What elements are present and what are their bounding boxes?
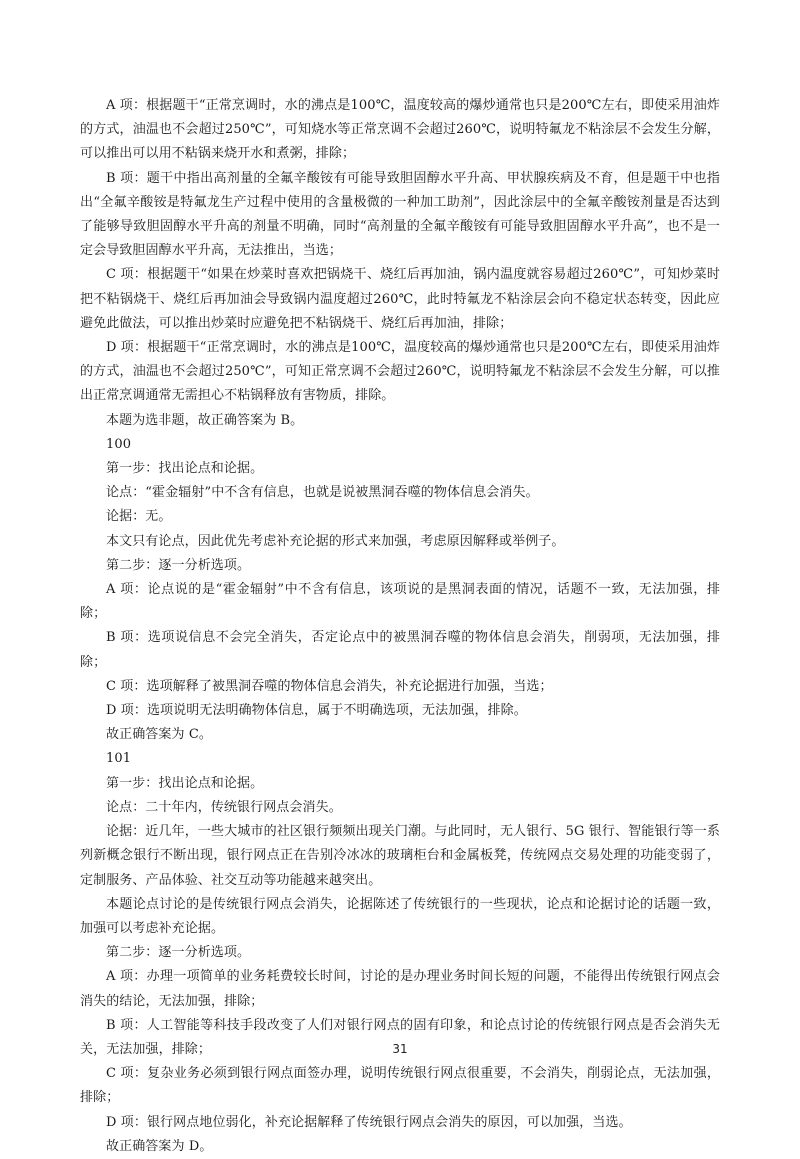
analysis-q101: 本题论点讨论的是传统银行网点会消失，论据陈述了传统银行的一些现状，论点和论据讨论的话题一致，加强可以考虑补充论据。 bbox=[80, 896, 720, 936]
evidence-q101: 论据：近几年，一些大城市的社区银行频频出现关门潮。与此同时，无人银行、5G 银行、智能银行等一系列新概念银行不断出现，银行网点正在告别冷冰冰的玻璃柜台和金属板凳，传统网点交易处理的功能变弱了，定制服务、产品体验、社交互动等功能越来越突出。 bbox=[80, 824, 720, 888]
paragraph-option-c-q99: C 项：根据题干“如果在炒菜时喜欢把锅烧干、烧红后再加油，锅内温度就容易超过260℃”，可知炒菜时把不粘锅烧干、烧红后再加油会导致锅内温度超过260℃，此时特氟龙不粘涂层会向不稳定状态转变，因此应避免此做法，可以推出炒菜时应避免把不粘锅烧干、烧红后再加油，排除； bbox=[80, 267, 720, 331]
paragraph-option-c-q101: C 项：复杂业务必须到银行网点面签办理，说明传统银行网点很重要，不会消失，削弱论点，无法加强，排除； bbox=[80, 1066, 720, 1106]
analysis-q100: 本文只有论点，因此优先考虑补充论据的形式来加强，考虑原因解释或举例子。 bbox=[106, 533, 565, 549]
answer-q100: 故正确答案为 C。 bbox=[106, 727, 212, 743]
paragraph-option-d-q99: D 项：根据题干“正常烹调时，水的沸点是100℃，温度较高的爆炒通常也只是200℃左右，即使采用油炸的方式，油温也不会超过250℃”，可知正常烹调不会超过260℃，说明特氟龙不粘涂层不会发生分解，可以推出正常烹调通常无需担心不粘锅释放有害物质，排除。 bbox=[80, 340, 720, 404]
paragraph-option-b-q100: B 项：选项说信息不会完全消失，否定论点中的被黑洞吞噬的物体信息会消失，削弱项，无法加强，排除； bbox=[80, 630, 720, 670]
paragraph-option-b-q101: B 项：人工智能等科技手段改变了人们对银行网点的固有印象，和论点讨论的传统银行网点是否会消失无关，无法加强，排除； bbox=[80, 1017, 720, 1057]
question-number-100: 100 bbox=[106, 436, 132, 452]
page-number: 31 bbox=[392, 1042, 408, 1056]
step-two-q100: 第二步：逐一分析选项。 bbox=[106, 557, 251, 573]
thesis-q100: 论点：“霍金辐射”中不含有信息，也就是说被黑洞吞噬的物体信息会消失。 bbox=[106, 485, 539, 501]
paragraph-option-a-q101: A 项：办理一项简单的业务耗费较长时间，讨论的是办理业务时间长短的问题，不能得出传统银行网点会消失的结论，无法加强，排除； bbox=[80, 969, 720, 1009]
paragraph-option-b-q99: B 项：题干中指出高剂量的全氟辛酸铵有可能导致胆固醇水平升高、甲状腺疾病及不育，但是题干中也指出“全氟辛酸铵是特氟龙生产过程中使用的含量极微的一种加工助剂”，因此涂层中的全氟辛酸铵剂量是否达到了能够导致胆固醇水平升高的剂量不明确，同时“高剂量的全氟辛酸铵有可能导致胆固醇水平升高”，也不是一定会导致胆固醇水平升高，无法推出，当选； bbox=[80, 170, 720, 259]
paragraph-option-a-q99: A 项：根据题干“正常烹调时，水的沸点是100℃，温度较高的爆炒通常也只是200℃左右，即使采用油炸的方式，油温也不会超过250℃”，可知烧水等正常烹调不会超过260℃，说明特氟龙不粘涂层不会发生分解，可以推出可以用不粘锅来烧开水和煮粥，排除； bbox=[80, 98, 720, 162]
step-one-q101: 第一步：找出论点和论据。 bbox=[106, 775, 264, 791]
answer-q101: 故正确答案为 D。 bbox=[106, 1138, 213, 1154]
thesis-q101: 论点：二十年内，传统银行网点会消失。 bbox=[106, 799, 342, 815]
paragraph-option-a-q100: A 项：论点说的是“霍金辐射”中不含有信息，该项说的是黑洞表面的情况，话题不一致，无法加强，排除； bbox=[80, 582, 720, 622]
document-body bbox=[80, 94, 720, 1159]
question-number-101: 101 bbox=[106, 751, 132, 767]
paragraph-option-d-q101: D 项：银行网点地位弱化，补充论据解释了传统银行网点会消失的原因，可以加强，当选。 bbox=[106, 1114, 632, 1130]
paragraph-option-d-q100: D 项：选项说明无法明确物体信息，属于不明确选项，无法加强，排除。 bbox=[106, 703, 527, 719]
paragraph-option-c-q100: C 项：选项解释了被黑洞吞噬的物体信息会消失，补充论据进行加强，当选； bbox=[106, 678, 553, 694]
step-two-q101: 第二步：逐一分析选项。 bbox=[106, 945, 251, 961]
evidence-q100: 论据：无。 bbox=[106, 509, 172, 525]
answer-q99: 本题为选非题，故正确答案为 B。 bbox=[106, 412, 304, 428]
step-one-q100: 第一步：找出论点和论据。 bbox=[106, 461, 264, 477]
